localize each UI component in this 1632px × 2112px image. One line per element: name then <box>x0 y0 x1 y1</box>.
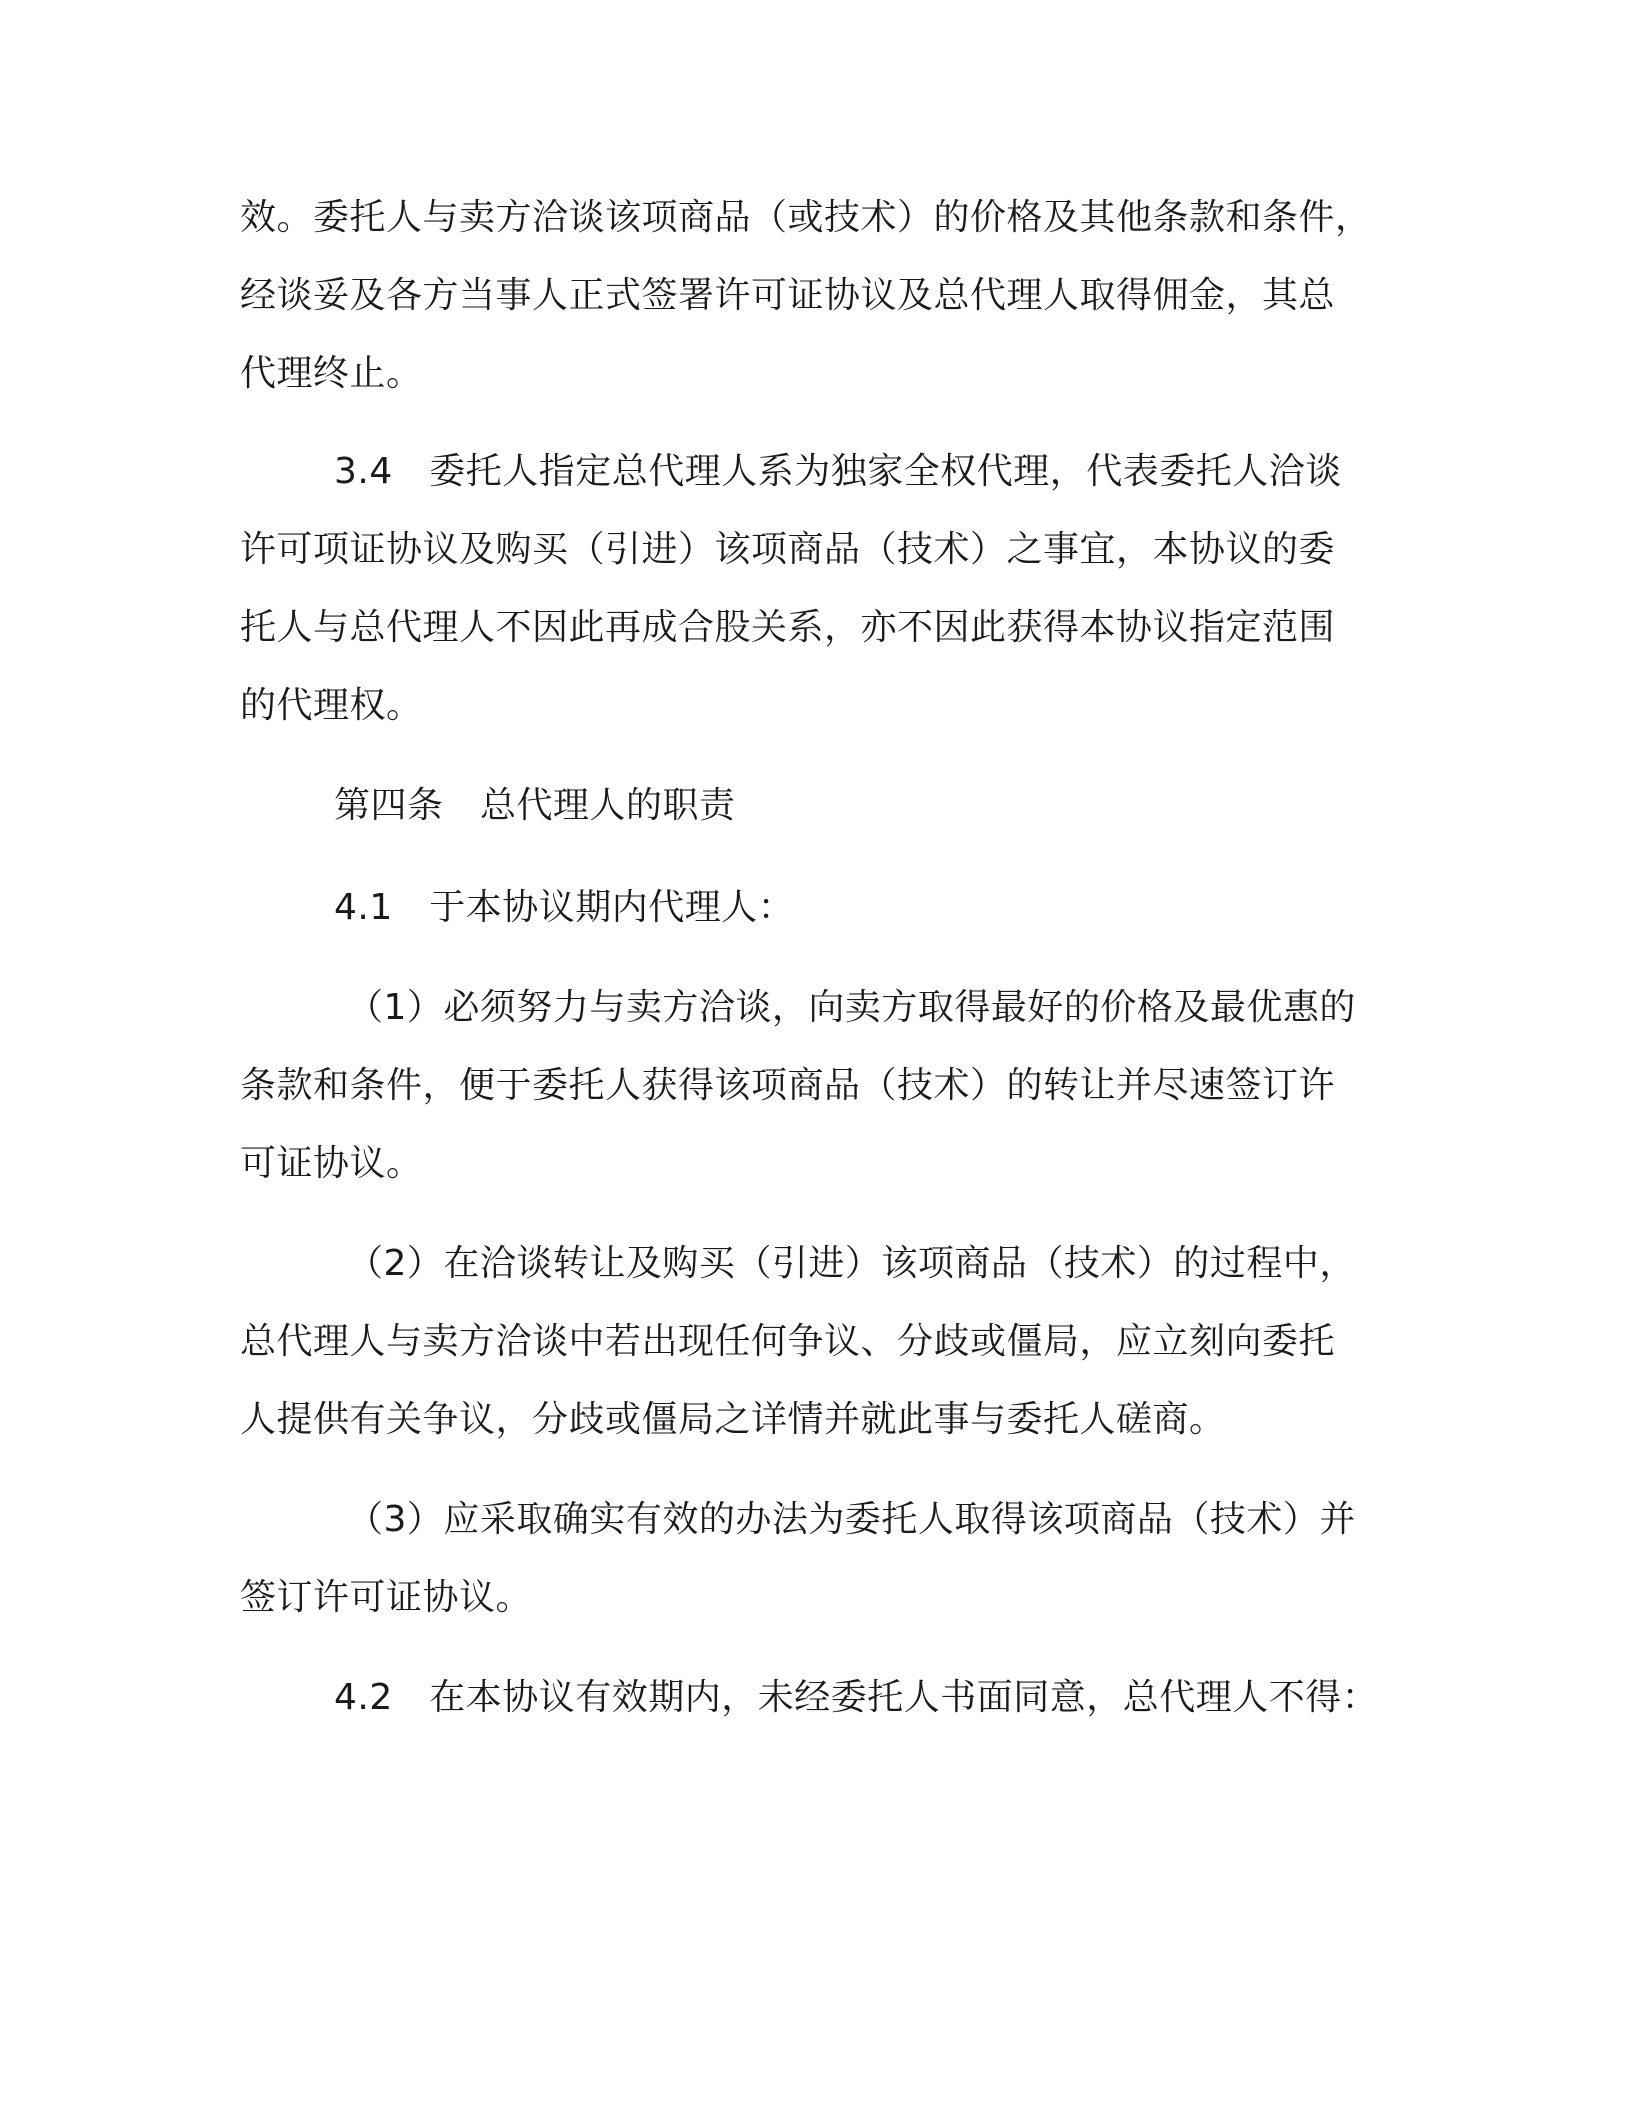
item-1-line: （1）必须努力与卖方洽谈，向卖方取得最好的价格及最优惠的 <box>347 987 1356 1028</box>
paragraph-line: 人提供有关争议，分歧或僵局之详情并就此事与委托人磋商。 <box>240 1399 1226 1440</box>
paragraph-line: 总代理人与卖方洽谈中若出现任何争议、分歧或僵局，应立刻向委托 <box>240 1321 1336 1362</box>
paragraph-line: 可证协议。 <box>240 1143 423 1184</box>
paragraph-line: 代理终止。 <box>240 353 423 394</box>
paragraph-line: 托人与总代理人不因此再成合股关系，亦不因此获得本协议指定范围 <box>240 607 1336 648</box>
paragraph-line: 效。委托人与卖方洽谈该项商品（或技术）的价格及其他条款和条件， <box>240 197 1372 238</box>
clause-4-1-line: 4.1 于本协议期内代理人： <box>334 887 795 928</box>
item-2-line: （2）在洽谈转让及购买（引进）该项商品（技术）的过程中， <box>347 1243 1356 1284</box>
paragraph-line: 许可项证协议及购买（引进）该项商品（技术）之事宜，本协议的委 <box>240 529 1336 570</box>
paragraph-line: 签订许可证协议。 <box>240 1577 533 1618</box>
item-3-line: （3）应采取确实有效的办法为委托人取得该项商品（技术）并 <box>347 1499 1356 1540</box>
paragraph-line: 的代理权。 <box>240 685 423 726</box>
clause-4-2-line: 4.2 在本协议有效期内，未经委托人书面同意，总代理人不得： <box>334 1677 1379 1718</box>
article-heading: 第四条 总代理人的职责 <box>334 785 736 826</box>
clause-3-4-line: 3.4 委托人指定总代理人系为独家全权代理，代表委托人洽谈 <box>334 451 1342 492</box>
paragraph-line: 经谈妥及各方当事人正式签署许可证协议及总代理人取得佣金，其总 <box>240 275 1336 316</box>
paragraph-line: 条款和条件，便于委托人获得该项商品（技术）的转让并尽速签订许 <box>240 1065 1336 1106</box>
